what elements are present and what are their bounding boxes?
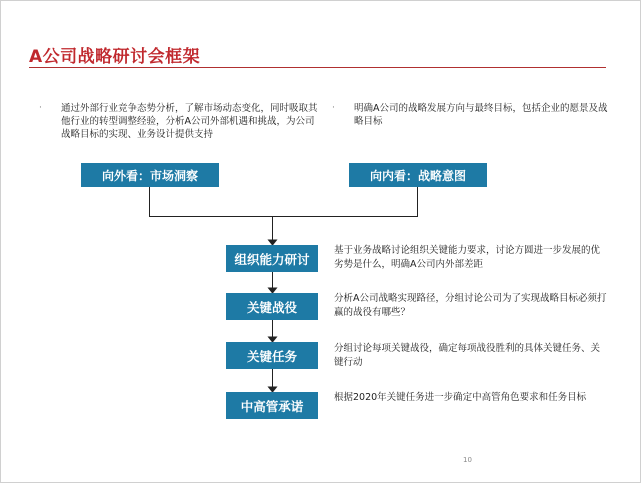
step-box-org-capability: 组织能力研讨 [226,245,318,272]
flow-arrows [1,1,641,484]
step-desc-key-battles: 分析A公司战略实现路径，分组讨论公司为了实现战略目标必须打赢的战役有哪些？ [334,293,607,318]
page-number: 10 [463,456,472,464]
step-box-key-tasks: 关键任务 [226,342,318,369]
bullet-right-text: 明确A公司的战略发展方向与最终目标，包括企业的愿景及战略目标 [354,103,608,127]
bullet-left-text: 通过外部行业竞争态势分析，了解市场动态变化，同时吸取其他行业的转型调整经验，分析A公司外部机遇和挑战，为公司战略目标的实现、业务设计提供支持 [61,103,318,140]
box-outward-market-insight: 向外看：市场洞察 [81,163,219,187]
bullet-dot-icon: · [332,103,335,113]
bullet-dot-icon: · [39,103,42,113]
step-box-key-battles: 关键战役 [226,293,318,320]
slide-title: A公司战略研讨会框架 [29,47,201,67]
step-box-exec-commitment: 中高管承诺 [226,392,318,419]
step-desc-org-capability: 基于业务战略讨论组织关键能力要求，讨论方圆进一步发展的优劣势是什么，明确A公司内外部差距 [334,245,601,270]
step-desc-exec-commitment: 根据2020年关键任务进一步确定中高管角色要求和任务目标 [334,392,587,403]
box-inward-strategic-intent: 向内看：战略意图 [349,163,487,187]
step-desc-key-tasks: 分组讨论每项关键战役，确定每项战役胜利的具体关键任务、关键行动 [334,343,601,368]
